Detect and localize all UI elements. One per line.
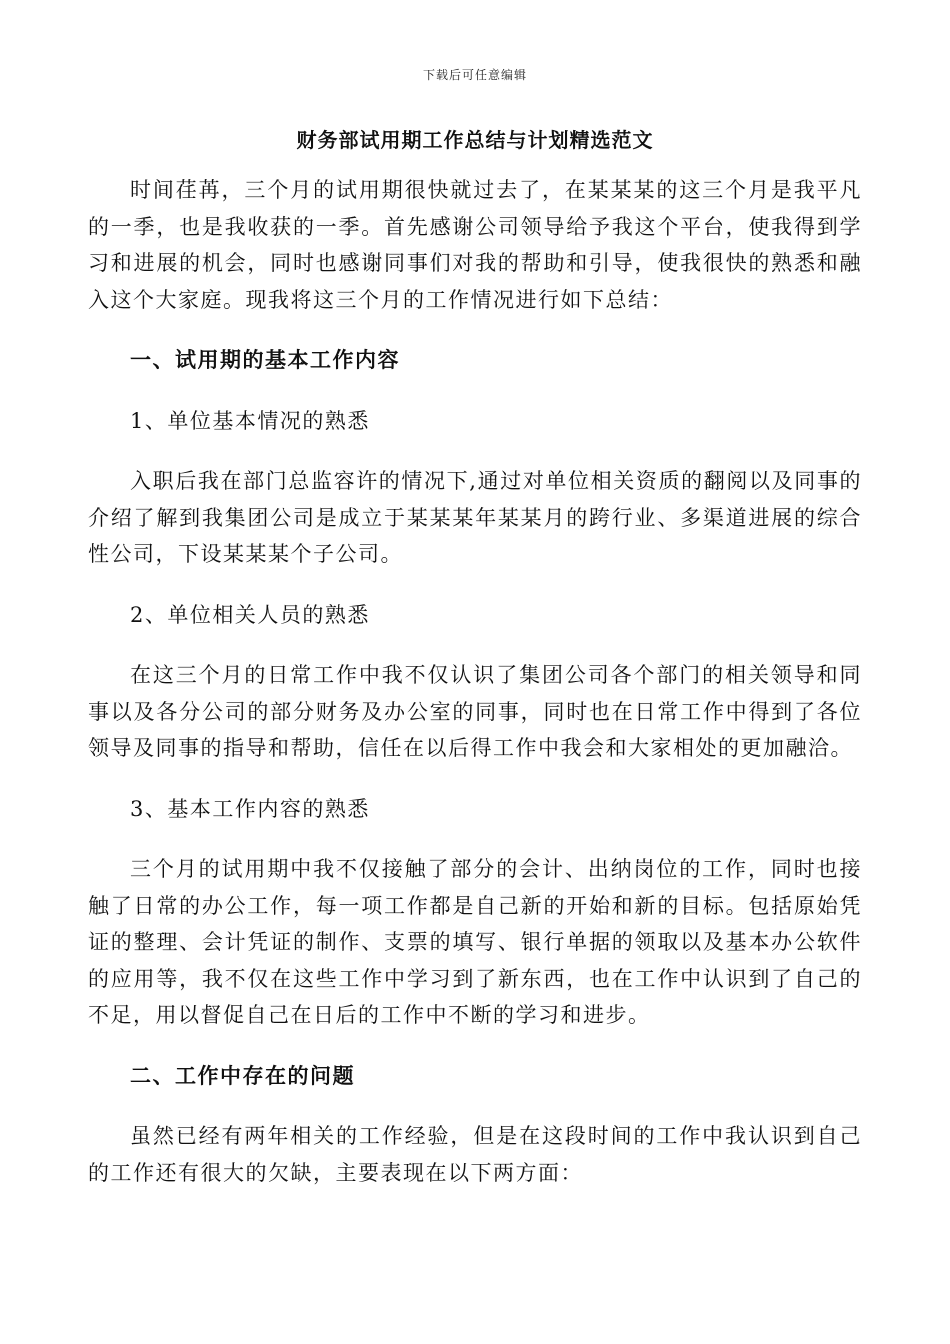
sub-heading-2: 2、单位相关人员的熟悉 (130, 602, 370, 627)
section-heading-2: 二、工作中存在的问题 (130, 1062, 355, 1088)
intro-paragraph: 时间荏苒，三个月的试用期很快就过去了，在某某某的这三个月是我平凡的一季，也是我收获的一季。首先感谢公司领导给予我这个平台，使我得到学习和进展的机会，同时也感谢同事们对我的帮助和引导，使我很快的熟悉和融入这个大家庭。现我将这三个月的工作情况进行如下总结： (88, 178, 862, 312)
paragraph-unit-overview: 入职后我在部门总监容许的情况下,通过对单位相关资质的翻阅以及同事的介绍了解到我集团公司是成立于某某某年某某月的跨行业、多渠道进展的综合性公司，下设某某某个子公司。 (88, 469, 862, 566)
header-note: 下载后可任意编辑 (422, 68, 527, 82)
sub-heading-1: 1、单位基本情况的熟悉 (130, 408, 370, 433)
paragraph-problems: 虽然已经有两年相关的工作经验，但是在这段时间的工作中我认识到自己的工作还有很大的欠缺，主要表现在以下两方面： (88, 1124, 862, 1185)
paragraph-colleagues: 在这三个月的日常工作中我不仅认识了集团公司各个部门的相关领导和同事以及各分公司的部分财务及办公室的同事，同时也在日常工作中得到了各位领导及同事的指导和帮助，信任在以后得工作中我会和大家相处的更加融洽。 (88, 663, 862, 760)
paragraph-work-content: 三个月的试用期中我不仅接触了部分的会计、出纳岗位的工作，同时也接触了日常的办公工作，每一项工作都是自己新的开始和新的目标。包括原始凭证的整理、会计凭证的制作、支票的填写、银行单据的领取以及基本办公软件的应用等，我不仅在这些工作中学习到了新东西，也在工作中认识到了自己的不足，用以督促自己在日后的工作中不断的学习和进步。 (88, 857, 862, 1027)
document-title: 财务部试用期工作总结与计划精选范文 (296, 128, 654, 152)
document-body (88, 172, 862, 1215)
sub-heading-3: 3、基本工作内容的熟悉 (130, 796, 370, 821)
section-heading-1: 一、试用期的基本工作内容 (130, 347, 400, 372)
